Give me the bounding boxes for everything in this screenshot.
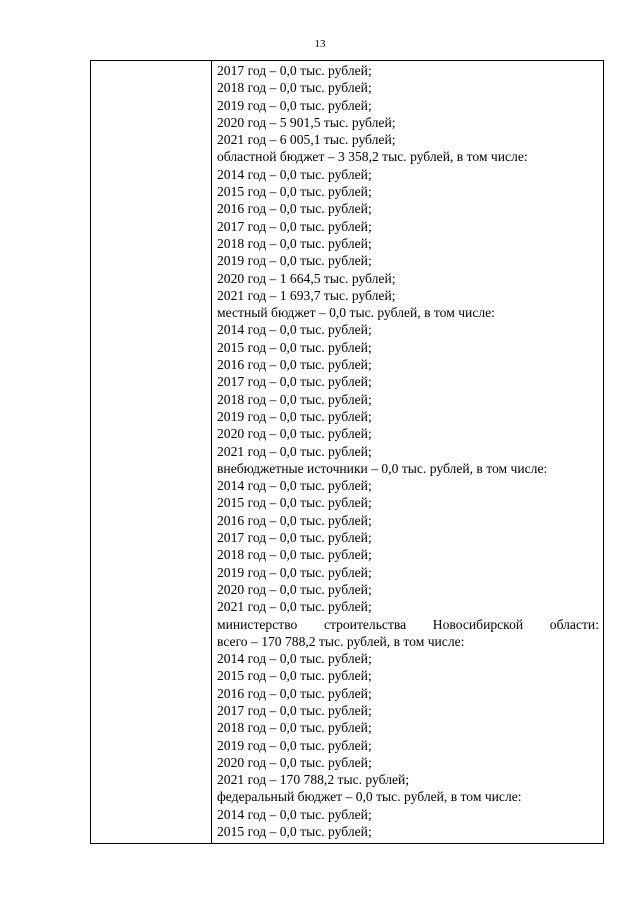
text-line: всего – 170 788,2 тыс. рублей, в том числе: bbox=[217, 633, 465, 649]
text-line: 2015 год – 0,0 тыс. рублей; bbox=[217, 339, 372, 355]
text-line: федеральный бюджет – 0,0 тыс. рублей, в том числе: bbox=[217, 789, 522, 805]
text-line: 2016 год – 0,0 тыс. рублей; bbox=[217, 685, 372, 701]
text-line: 2020 год – 0,0 тыс. рублей; bbox=[217, 581, 372, 597]
text-line: министерство строительства Новосибирской области: bbox=[217, 616, 599, 632]
text-line: 2016 год – 0,0 тыс. рублей; bbox=[217, 201, 372, 217]
page-number: 13 bbox=[314, 38, 326, 50]
text-line: 2019 год – 0,0 тыс. рублей; bbox=[217, 737, 372, 753]
text-line: 2019 год – 0,0 тыс. рублей; bbox=[217, 408, 372, 424]
text-line: 2016 год – 0,0 тыс. рублей; bbox=[217, 512, 372, 528]
text-line: 2014 год – 0,0 тыс. рублей; bbox=[217, 806, 372, 822]
text-line: 2020 год – 0,0 тыс. рублей; bbox=[217, 426, 372, 442]
text-line: 2020 год – 0,0 тыс. рублей; bbox=[217, 754, 372, 770]
text-line: 2017 год – 0,0 тыс. рублей; bbox=[217, 218, 372, 234]
text-line: 2021 год – 0,0 тыс. рублей; bbox=[217, 599, 372, 615]
text-line: 2021 год – 1 693,7 тыс. рублей; bbox=[217, 287, 396, 303]
text-line: 2020 год – 5 901,5 тыс. рублей; bbox=[217, 114, 396, 130]
text-line: 2014 год – 0,0 тыс. рублей; bbox=[217, 651, 372, 667]
text-line: 2015 год – 0,0 тыс. рублей; bbox=[217, 495, 372, 511]
text-line: 2016 год – 0,0 тыс. рублей; bbox=[217, 357, 372, 373]
text-line: 2018 год – 0,0 тыс. рублей; bbox=[217, 80, 372, 96]
text-line: 2018 год – 0,0 тыс. рублей; bbox=[217, 720, 372, 736]
text-line: 2018 год – 0,0 тыс. рублей; bbox=[217, 391, 372, 407]
text-line: 2019 год – 0,0 тыс. рублей; bbox=[217, 97, 372, 113]
table-left-cell bbox=[91, 61, 212, 843]
text-line: внебюджетные источники – 0,0 тыс. рублей, в том числе: bbox=[217, 460, 548, 476]
text-line: 2015 год – 0,0 тыс. рублей; bbox=[217, 184, 372, 200]
text-line: 2018 год – 0,0 тыс. рублей; bbox=[217, 235, 372, 251]
text-line: 2021 год – 170 788,2 тыс. рублей; bbox=[217, 772, 410, 788]
text-line: 2017 год – 0,0 тыс. рублей; bbox=[217, 63, 372, 78]
text-line: 2017 год – 0,0 тыс. рублей; bbox=[217, 530, 372, 546]
text-line: 2015 год – 0,0 тыс. рублей; bbox=[217, 668, 372, 684]
text-line: 2014 год – 0,0 тыс. рублей; bbox=[217, 478, 372, 494]
funding-table bbox=[90, 60, 604, 844]
text-line: 2017 год – 0,0 тыс. рублей; bbox=[217, 702, 372, 718]
text-line: 2014 год – 0,0 тыс. рублей; bbox=[217, 322, 372, 338]
table-right-cell bbox=[212, 61, 603, 843]
text-line: 2021 год – 6 005,1 тыс. рублей; bbox=[217, 132, 396, 148]
text-line: 2020 год – 1 664,5 тыс. рублей; bbox=[217, 270, 396, 286]
text-line: 2014 год – 0,0 тыс. рублей; bbox=[217, 166, 372, 182]
text-line: местный бюджет – 0,0 тыс. рублей, в том числе: bbox=[217, 305, 495, 321]
text-line: 2015 год – 0,0 тыс. рублей; bbox=[217, 824, 372, 840]
text-line: областной бюджет – 3 358,2 тыс. рублей, в том числе: bbox=[217, 149, 528, 165]
text-line: 2021 год – 0,0 тыс. рублей; bbox=[217, 443, 372, 459]
text-line: 2017 год – 0,0 тыс. рублей; bbox=[217, 374, 372, 390]
text-line: 2018 год – 0,0 тыс. рублей; bbox=[217, 547, 372, 563]
text-line: 2019 год – 0,0 тыс. рублей; bbox=[217, 253, 372, 269]
text-line: 2019 год – 0,0 тыс. рублей; bbox=[217, 564, 372, 580]
